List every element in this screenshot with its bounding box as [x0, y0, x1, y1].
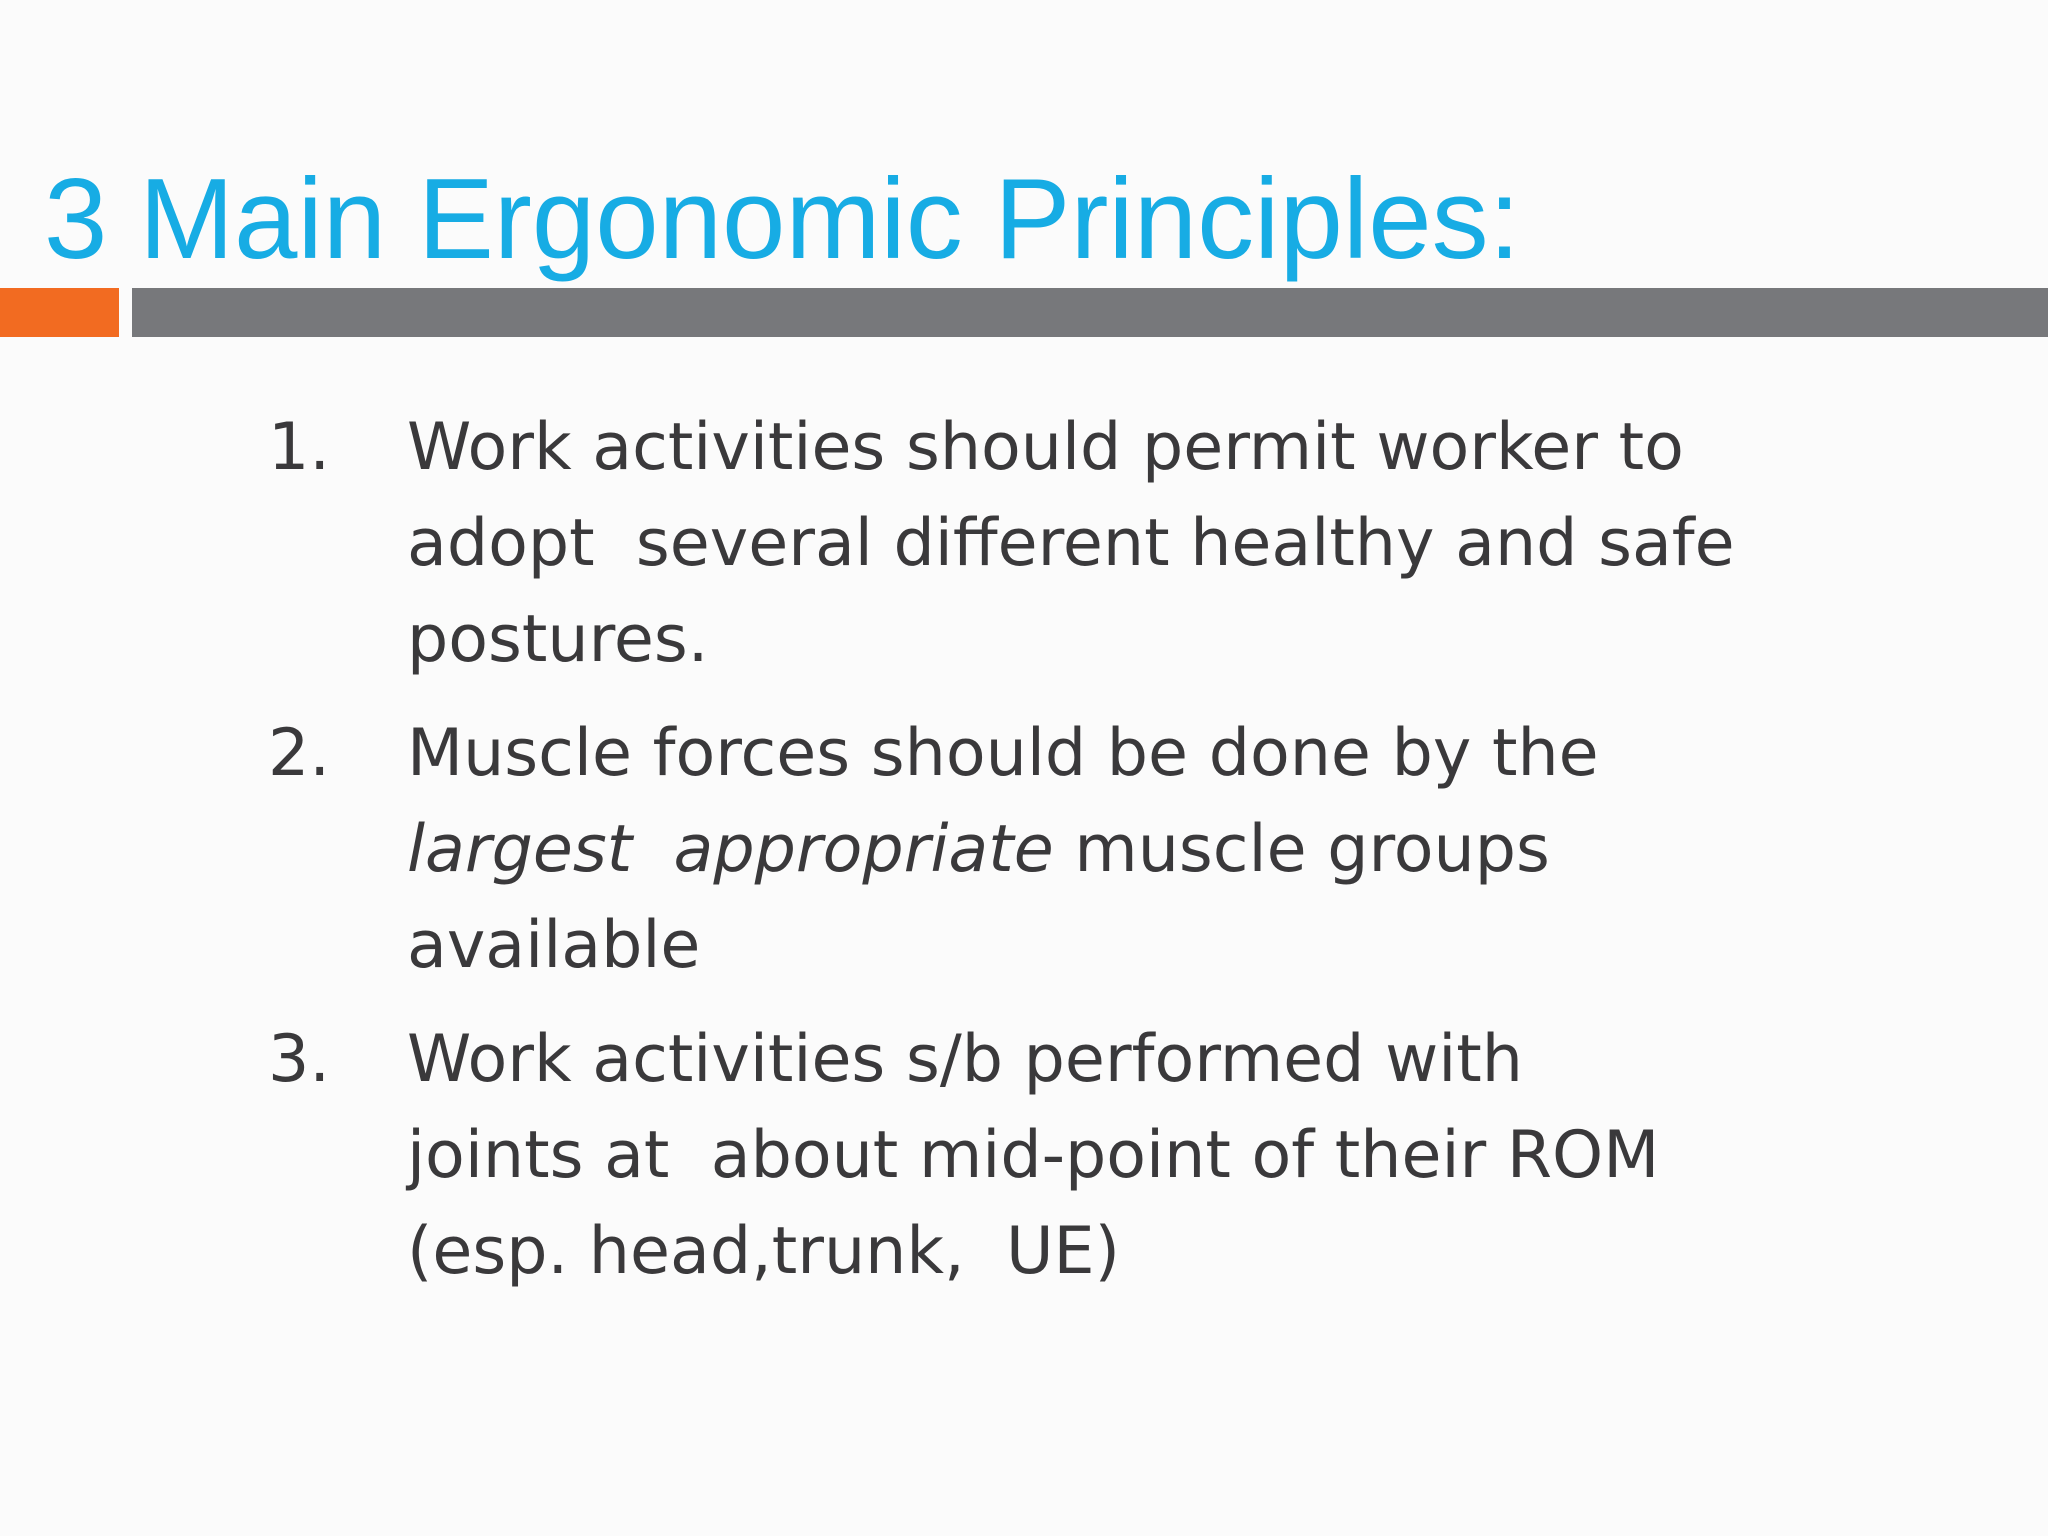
accent-bar-gray [132, 288, 2048, 337]
list-item [268, 1012, 1768, 1300]
principles-list [268, 400, 1768, 1318]
list-item-line: (esp. head,trunk, UE) [407, 1214, 1120, 1289]
slide-title: 3 Main Ergonomic Principles: [44, 156, 1521, 283]
list-item-line: available [407, 908, 701, 983]
list-item-line: adopt several different healthy and safe [407, 506, 1735, 581]
list-item-number: 2. [268, 716, 331, 791]
accent-bar-orange [0, 288, 119, 337]
list-item-number: 3. [268, 1022, 331, 1097]
list-item-number: 1. [268, 410, 331, 485]
list-item-line: Work activities s/b performed with [407, 1022, 1523, 1097]
list-item-line: postures. [407, 602, 709, 677]
list-item-line-mixed [407, 802, 1768, 898]
list-item-line: joints at about mid-point of their ROM [407, 1118, 1660, 1193]
list-item [268, 400, 1768, 688]
list-item-line: Muscle forces should be done by the [407, 716, 1599, 791]
emphasized-text: largest appropriate [407, 812, 1054, 887]
list-item-text: muscle groups [1053, 812, 1550, 887]
list-item-line: Work activities should permit worker to [407, 410, 1684, 485]
list-item [268, 706, 1768, 994]
